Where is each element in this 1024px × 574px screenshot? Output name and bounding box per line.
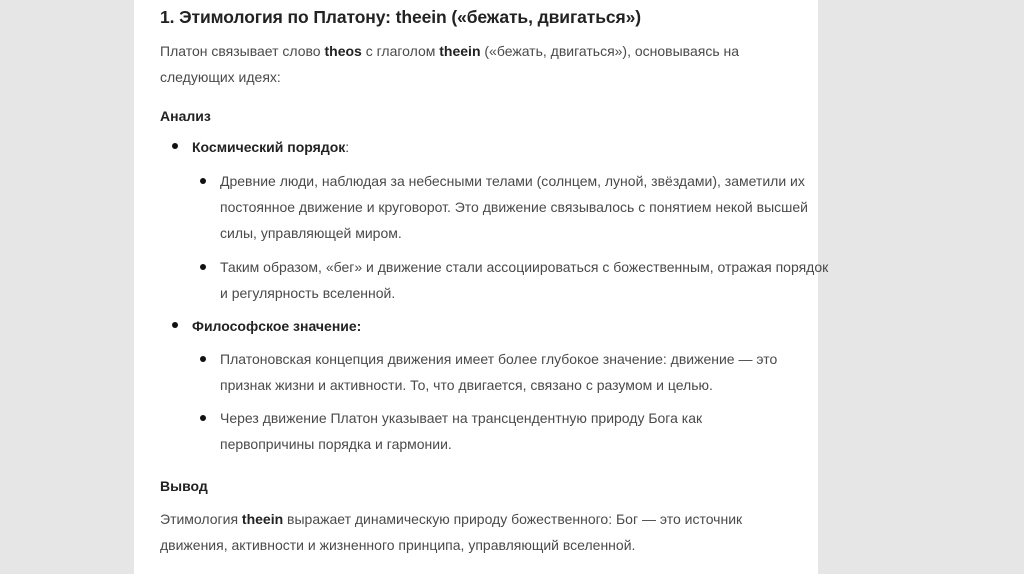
- bullet-dot: [172, 143, 178, 149]
- conclusion-paragraph: [160, 506, 790, 558]
- bullet-label: Философское значение:: [192, 318, 362, 334]
- document-page: [134, 0, 829, 574]
- list-item-text: Платоновская концепция движения имеет более глубокое значение: движение — это признак жизни и активности. То, что двигается, связано с разумом и целью.: [220, 351, 778, 393]
- intro-paragraph: [160, 38, 800, 90]
- list-item-text: Таким образом, «бег» и движение стали ассоциироваться с божественным, отражая порядок и регулярность вселенной.: [220, 259, 829, 301]
- intro-word-theein: theein: [439, 43, 481, 59]
- analysis-heading: Анализ: [160, 108, 211, 124]
- conclusion-text-2: выражает динамическую природу божественного: Бог — это источник движения, активности и жизненного принципа, управляющий вселенной.: [160, 511, 743, 553]
- list-item: [200, 405, 800, 457]
- intro-text-3: («бежать, двигаться»), основываясь на следующих идеях:: [160, 43, 740, 85]
- list-item-text: Древние люди, наблюдая за небесными телами (солнцем, луной, звёздами), заметили их постоянное движение и круговорот. Это движение связывалось с понятием некой высшей силы, управляющей миром.: [220, 173, 808, 241]
- conclusion-text-1: Этимология: [160, 511, 242, 527]
- bullet-dot: [200, 415, 206, 421]
- bullet-cosmic-order: [172, 134, 349, 160]
- list-item: [200, 346, 830, 398]
- conclusion-heading: Вывод: [160, 478, 208, 494]
- list-item: [200, 168, 830, 246]
- bullet-dot: [172, 322, 178, 328]
- conclusion-word-theein: theein: [241, 511, 284, 527]
- intro-text-2: с глаголом: [361, 43, 440, 59]
- bullet-colon: :: [345, 139, 350, 155]
- bullet-label: Космический порядок: [192, 139, 346, 155]
- intro-word-theos: theos: [324, 43, 362, 59]
- list-item-text: Через движение Платон указывает на трансцендентную природу Бога как первопричины порядка и гармонии.: [220, 410, 703, 452]
- section-title: 1. Этимология по Платону: theein («бежать, двигаться»): [160, 7, 641, 27]
- bullet-dot: [200, 264, 206, 270]
- bullet-dot: [200, 356, 206, 362]
- bullet-dot: [200, 178, 206, 184]
- intro-text-1: Платон связывает слово: [160, 43, 325, 59]
- bullet-philosophical-meaning: [172, 313, 361, 339]
- list-item: [200, 254, 830, 306]
